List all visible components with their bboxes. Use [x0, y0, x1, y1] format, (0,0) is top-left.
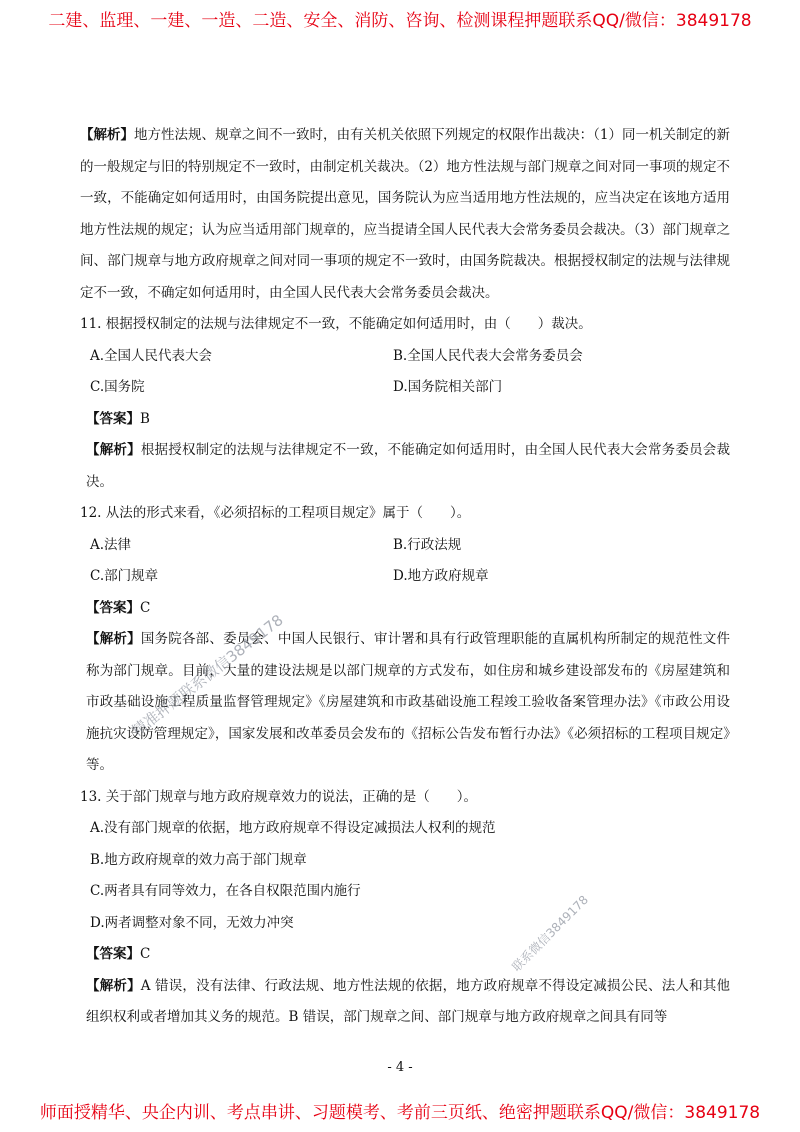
- answer-label: 【答案】: [86, 599, 140, 616]
- question-11: 11. 根据授权制定的法规与法律规定不一致，不能确定如何适用时，由（ ）裁决。: [80, 316, 592, 332]
- analysis-text: 国务院各部、委员会、中国人民银行、审计署和具有行政管理职能的直属机构所制定的规范性文件称为部门规章。目前，大量的建设法规是以部门规章的方式发布，如住房和城乡建设部发布的《房屋建筑和市政基础设施工程质量监督管理规定》《房屋建筑和市政基础设施工程竣工验收备案管理办法》《市政公用设施抗灾设防管理规定》，国家发展和改革委员会发布的《招标公告发布暂行办法》《必须招标的工程项目规定》等。: [86, 631, 731, 773]
- q11-option-b: B.全国人民代表大会常务委员会: [393, 347, 583, 364]
- answer-label: 【答案】: [86, 946, 140, 962]
- watermark-diagonal-1: 精准押题联系微信3849178: [128, 611, 287, 741]
- q13-answer: [80, 939, 730, 971]
- q11-options-row-1: [80, 341, 730, 373]
- q13-option-c: C.两者具有同等效力，在各自权限范围内施行: [90, 883, 361, 899]
- analysis-text: 地方性法规、规章之间不一致时，由有关机关依照下列规定的权限作出裁决：（1）同一机关制定的新的一般规定与旧的特别规定不一致时，由制定机关裁决。（2）地方性法规与部门规章之间对同一事项的规定不一致，不能确定如何适用时，由国务院提出意见，国务院认为应当适用地方性法规的，应当决定在该地方适用地方性法规的规定；认为应当适用部门规章的，应当提请全国人民代表大会常务委员会裁决。（3）部门规章之间、部门规章与地方政府规章之间对同一事项的规定不一致时，由国务院裁决。根据授权制定的法规与法律规定不一致，不确定如何适用时，由全国人民代表大会常务委员会裁决。: [80, 127, 730, 301]
- q12-options-row-2: [80, 561, 730, 593]
- question-13: 13. 关于部门规章与地方政府规章效力的说法，正确的是（ ）。: [80, 788, 478, 805]
- q12-options-row-1: [80, 530, 730, 562]
- analysis-block-0: [80, 120, 730, 309]
- q11-option-c: C.国务院: [90, 379, 145, 395]
- analysis-label: 【解析】: [86, 442, 141, 458]
- q12-option-a: A.法律: [90, 536, 132, 553]
- q11-analysis: [80, 435, 730, 498]
- answer-value: C: [140, 599, 151, 616]
- q12-option-b: B.行政法规: [393, 536, 462, 553]
- q13-option-d: D.两者调整对象不同，无效力冲突: [90, 914, 294, 931]
- q11-answer: [80, 404, 730, 436]
- q11-options-row-2: [80, 372, 730, 404]
- q13-option-a: A.没有部门规章的依据，地方政府规章不得设定减损法人权利的规范: [90, 820, 496, 836]
- q13-analysis: [80, 971, 730, 1034]
- answer-label: 【答案】: [86, 410, 140, 427]
- q12-option-d: D.地方政府规章: [393, 568, 489, 584]
- analysis-text: 根据授权制定的法规与法律规定不一致，不能确定如何适用时，由全国人民代表大会常务委员会裁决。: [86, 442, 731, 490]
- page-number: - 4 -: [387, 1060, 413, 1075]
- answer-value: C: [140, 946, 151, 962]
- bottom-banner: 师面授精华、央企内训、考点串讲、习题模考、考前三页纸、绝密押题联系QQ/微信：3849178: [39, 1103, 761, 1123]
- answer-value: B: [140, 410, 150, 427]
- q12-option-c: C.部门规章: [90, 568, 159, 584]
- watermark-diagonal-2: 联系微信3849178: [509, 892, 592, 975]
- question-12: 12. 从法的形式来看，《必须招标的工程项目规定》属于（ ）。: [80, 505, 471, 521]
- analysis-label: 【解析】: [86, 977, 141, 994]
- q13-option-b: B.地方政府规章的效力高于部门规章: [90, 851, 307, 868]
- analysis-text: A 错误，没有法律、行政法规、地方性法规的依据，地方政府规章不得设定减损公民、法人和其他组织权利或者增加其义务的规范。B 错误，部门规章之间、部门规章与地方政府规章之间具有同等: [86, 977, 730, 1025]
- analysis-label: 【解析】: [86, 631, 141, 647]
- analysis-label: 【解析】: [80, 127, 135, 143]
- document-body: [80, 120, 730, 1034]
- top-banner: 二建、监理、一建、一造、二造、安全、消防、咨询、检测课程押题联系QQ/微信：3849178: [48, 11, 752, 31]
- q11-option-d: D.国务院相关部门: [393, 379, 503, 395]
- q12-answer: [80, 593, 730, 625]
- q11-option-a: A.全国人民代表大会: [90, 347, 213, 364]
